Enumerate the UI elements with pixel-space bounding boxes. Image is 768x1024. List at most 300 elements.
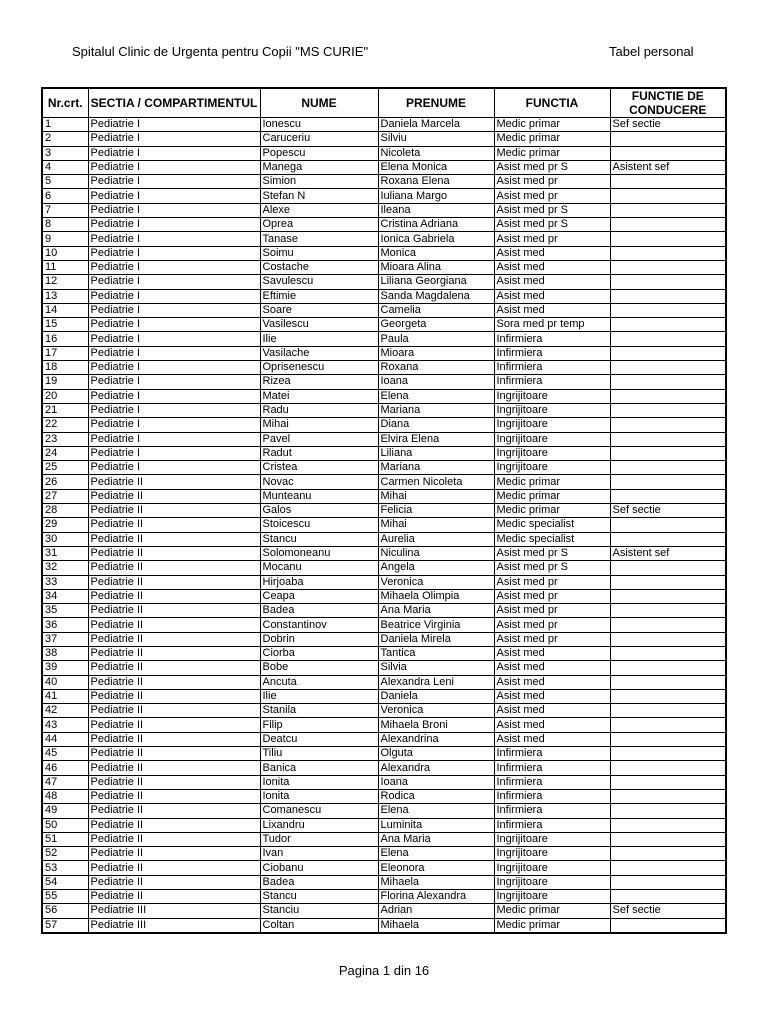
page-number: Pagina 1 din 16 [338,963,430,978]
cell-functie-conducere [610,275,726,289]
cell-functia: Asist med pr [494,618,610,632]
cell-nr: 24 [42,446,88,460]
table-row [42,918,726,933]
table-row [42,246,726,260]
cell-functia: Ingrijitoare [494,389,610,403]
cell-prenume: Elena [378,389,494,403]
table-row [42,475,726,489]
cell-functie-conducere [610,818,726,832]
cell-prenume: Ileana [378,203,494,217]
col-header-nr: Nr.crt. [42,88,88,118]
cell-functie-conducere [610,918,726,933]
cell-functie-conducere [610,389,726,403]
col-header-prenume: PRENUME [378,88,494,118]
cell-prenume: Ana Maria [378,832,494,846]
table-row [42,232,726,246]
cell-sectia: Pediatrie II [88,675,260,689]
table-row [42,375,726,389]
cell-functia: Asist med pr S [494,218,610,232]
cell-nr: 22 [42,418,88,432]
cell-prenume: Eleonora [378,861,494,875]
cell-functie-conducere [610,175,726,189]
table-row [42,132,726,146]
cell-sectia: Pediatrie II [88,561,260,575]
cell-sectia: Pediatrie I [88,446,260,460]
cell-prenume: Luminita [378,818,494,832]
cell-functie-conducere [610,618,726,632]
cell-sectia: Pediatrie II [88,589,260,603]
cell-functie-conducere: Sef sectie [610,118,726,132]
cell-nume: Tudor [260,832,378,846]
cell-sectia: Pediatrie II [88,761,260,775]
cell-functie-conducere [610,704,726,718]
cell-sectia: Pediatrie I [88,303,260,317]
cell-prenume: Elena [378,804,494,818]
cell-sectia: Pediatrie I [88,346,260,360]
cell-nr: 6 [42,189,88,203]
cell-functie-conducere [610,203,726,217]
cell-prenume: Mihaela [378,875,494,889]
cell-functie-conducere [610,189,726,203]
table-row [42,275,726,289]
cell-functia: Asist med [494,303,610,317]
cell-sectia: Pediatrie I [88,232,260,246]
cell-functie-conducere [610,475,726,489]
cell-sectia: Pediatrie I [88,175,260,189]
cell-nume: Caruceriu [260,132,378,146]
cell-prenume: Tantica [378,646,494,660]
cell-prenume: Alexandrina [378,732,494,746]
cell-nume: Tanase [260,232,378,246]
cell-nume: Ilie [260,332,378,346]
cell-prenume: Camelia [378,303,494,317]
cell-nume: Simion [260,175,378,189]
cell-nume: Vasilache [260,346,378,360]
cell-prenume: Mioara Alina [378,260,494,274]
cell-nr: 49 [42,804,88,818]
cell-functie-conducere [610,789,726,803]
table-row [42,747,726,761]
cell-prenume: Mariana [378,403,494,417]
cell-nr: 12 [42,275,88,289]
cell-sectia: Pediatrie I [88,275,260,289]
cell-nume: Soare [260,303,378,317]
cell-sectia: Pediatrie II [88,847,260,861]
cell-functia: Medic primar [494,918,610,933]
cell-nume: Bobe [260,661,378,675]
cell-sectia: Pediatrie II [88,818,260,832]
cell-nume: Pavel [260,432,378,446]
cell-functia: Infirmiera [494,775,610,789]
cell-nr: 56 [42,904,88,918]
table-row [42,875,726,889]
cell-sectia: Pediatrie I [88,361,260,375]
cell-prenume: Roxana [378,361,494,375]
cell-functie-conducere [610,489,726,503]
cell-functia: Asist med [494,646,610,660]
cell-sectia: Pediatrie II [88,604,260,618]
cell-sectia: Pediatrie I [88,389,260,403]
cell-nr: 2 [42,132,88,146]
cell-nume: Ceapa [260,589,378,603]
cell-nr: 20 [42,389,88,403]
cell-nume: Ionita [260,789,378,803]
cell-prenume: Liliana [378,446,494,460]
cell-sectia: Pediatrie I [88,260,260,274]
cell-functie-conducere [610,132,726,146]
cell-nr: 25 [42,461,88,475]
cell-functie-conducere [610,375,726,389]
cell-sectia: Pediatrie III [88,904,260,918]
cell-sectia: Pediatrie I [88,146,260,160]
cell-nr: 41 [42,689,88,703]
table-row [42,861,726,875]
cell-nr: 33 [42,575,88,589]
cell-prenume: Alexandra Leni [378,675,494,689]
cell-functia: Asist med [494,732,610,746]
cell-nr: 15 [42,318,88,332]
cell-functia: Medic primar [494,118,610,132]
cell-nr: 32 [42,561,88,575]
cell-functie-conducere [610,732,726,746]
cell-functia: Asist med pr [494,232,610,246]
cell-functia: Ingrijitoare [494,861,610,875]
hospital-name: Spitalul Clinic de Urgenta pentru Copii "MS CURIE" [72,44,369,59]
cell-prenume: Ioana [378,775,494,789]
cell-nr: 3 [42,146,88,160]
cell-nume: Coltan [260,918,378,933]
table-row [42,260,726,274]
cell-nume: Stancu [260,890,378,904]
cell-functie-conducere [610,289,726,303]
cell-nr: 7 [42,203,88,217]
cell-nr: 10 [42,246,88,260]
cell-nume: Rizea [260,375,378,389]
table-row [42,804,726,818]
cell-functia: Ingrijitoare [494,403,610,417]
cell-functia: Asist med [494,246,610,260]
cell-prenume: Elvira Elena [378,432,494,446]
cell-sectia: Pediatrie II [88,546,260,560]
cell-sectia: Pediatrie III [88,918,260,933]
cell-sectia: Pediatrie II [88,747,260,761]
cell-nr: 5 [42,175,88,189]
cell-sectia: Pediatrie I [88,318,260,332]
cell-prenume: Mihaela Olimpia [378,589,494,603]
cell-prenume: Roxana Elena [378,175,494,189]
cell-functie-conducere: Sef sectie [610,904,726,918]
cell-prenume: Liliana Georgiana [378,275,494,289]
cell-nr: 21 [42,403,88,417]
cell-sectia: Pediatrie II [88,618,260,632]
cell-sectia: Pediatrie II [88,575,260,589]
cell-nume: Soimu [260,246,378,260]
cell-functie-conducere [610,418,726,432]
cell-nume: Ancuta [260,675,378,689]
cell-functia: Asist med [494,661,610,675]
cell-sectia: Pediatrie II [88,504,260,518]
table-row [42,847,726,861]
cell-nr: 46 [42,761,88,775]
table-row [42,904,726,918]
cell-prenume: Felicia [378,504,494,518]
cell-nr: 57 [42,918,88,933]
table-row [42,118,726,132]
cell-functia: Asist med [494,718,610,732]
cell-nume: Hirjoaba [260,575,378,589]
cell-nr: 43 [42,718,88,732]
table-header-row [42,88,726,118]
cell-prenume: Nicoleta [378,146,494,160]
table-row [42,218,726,232]
table-row [42,389,726,403]
table-row [42,504,726,518]
table-row [42,532,726,546]
cell-functia: Infirmiera [494,332,610,346]
cell-functie-conducere [610,446,726,460]
cell-nume: Badea [260,875,378,889]
cell-functia: Asist med pr [494,632,610,646]
table-row [42,518,726,532]
cell-nume: Solomoneanu [260,546,378,560]
cell-functia: Ingrijitoare [494,847,610,861]
cell-functie-conducere [610,232,726,246]
cell-nume: Vasilescu [260,318,378,332]
cell-nume: Munteanu [260,489,378,503]
cell-prenume: Mariana [378,461,494,475]
cell-prenume: Mihaela [378,918,494,933]
cell-sectia: Pediatrie II [88,861,260,875]
cell-nr: 44 [42,732,88,746]
cell-prenume: Rodica [378,789,494,803]
cell-nume: Matei [260,389,378,403]
cell-prenume: Paula [378,332,494,346]
table-row [42,203,726,217]
cell-nume: Novac [260,475,378,489]
cell-functie-conducere [610,332,726,346]
cell-nr: 48 [42,789,88,803]
cell-sectia: Pediatrie II [88,789,260,803]
cell-sectia: Pediatrie I [88,218,260,232]
cell-functia: Asist med pr S [494,203,610,217]
table-row [42,575,726,589]
cell-sectia: Pediatrie I [88,461,260,475]
cell-functie-conducere [610,675,726,689]
cell-nr: 17 [42,346,88,360]
cell-functia: Asist med pr [494,189,610,203]
cell-functie-conducere [610,218,726,232]
cell-sectia: Pediatrie I [88,189,260,203]
cell-functia: Asist med [494,260,610,274]
cell-functia: Asist med [494,689,610,703]
cell-functie-conducere [610,775,726,789]
cell-nume: Stefan N [260,189,378,203]
cell-prenume: Beatrice Virginia [378,618,494,632]
cell-sectia: Pediatrie II [88,632,260,646]
cell-nume: Dobrin [260,632,378,646]
cell-functie-conducere [610,561,726,575]
cell-nr: 13 [42,289,88,303]
table-row [42,160,726,174]
table-row [42,732,726,746]
cell-nr: 40 [42,675,88,689]
table-row [42,604,726,618]
table-row [42,789,726,803]
table-row [42,546,726,560]
table-row [42,661,726,675]
cell-nr: 39 [42,661,88,675]
cell-prenume: Monica [378,246,494,260]
cell-functie-conducere [610,718,726,732]
cell-prenume: Daniela Mirela [378,632,494,646]
cell-functia: Ingrijitoare [494,446,610,460]
cell-prenume: Silviu [378,132,494,146]
cell-functia: Medic primar [494,146,610,160]
cell-prenume: Ioana [378,375,494,389]
cell-nr: 54 [42,875,88,889]
cell-functia: Asist med pr [494,175,610,189]
cell-functia: Infirmiera [494,804,610,818]
cell-prenume: Mihai [378,518,494,532]
table-row [42,403,726,417]
table-row [42,146,726,160]
table-row [42,718,726,732]
cell-sectia: Pediatrie II [88,875,260,889]
cell-functie-conducere [610,146,726,160]
cell-sectia: Pediatrie I [88,118,260,132]
cell-sectia: Pediatrie I [88,160,260,174]
cell-functie-conducere [610,260,726,274]
col-header-functie-conducere: FUNCTIE DE CONDUCERE [610,88,726,118]
cell-functia: Asist med pr [494,575,610,589]
cell-prenume: Carmen Nicoleta [378,475,494,489]
cell-prenume: Veronica [378,704,494,718]
cell-nume: Oprisenescu [260,361,378,375]
cell-sectia: Pediatrie II [88,689,260,703]
cell-prenume: Cristina Adriana [378,218,494,232]
cell-nr: 28 [42,504,88,518]
cell-functia: Asist med pr [494,589,610,603]
cell-functie-conducere: Sef sectie [610,504,726,518]
cell-functia: Ingrijitoare [494,461,610,475]
cell-nume: Comanescu [260,804,378,818]
table-row [42,289,726,303]
document-title: Tabel personal [609,44,694,59]
cell-functie-conducere [610,403,726,417]
cell-nume: Ionita [260,775,378,789]
cell-nr: 11 [42,260,88,274]
cell-nr: 37 [42,632,88,646]
table-row [42,675,726,689]
cell-functie-conducere [610,661,726,675]
cell-nr: 16 [42,332,88,346]
table-row [42,332,726,346]
table-row [42,303,726,317]
table-row [42,589,726,603]
cell-nume: Constantinov [260,618,378,632]
cell-sectia: Pediatrie I [88,203,260,217]
cell-nr: 55 [42,890,88,904]
cell-nume: Cristea [260,461,378,475]
cell-functia: Medic primar [494,132,610,146]
cell-prenume: Ana Maria [378,604,494,618]
cell-sectia: Pediatrie II [88,489,260,503]
cell-nume: Stanila [260,704,378,718]
cell-functie-conducere [610,318,726,332]
cell-prenume: Mihaela Broni [378,718,494,732]
cell-functia: Infirmiera [494,346,610,360]
cell-nr: 26 [42,475,88,489]
cell-functia: Ingrijitoare [494,418,610,432]
cell-functie-conducere [610,890,726,904]
cell-functie-conducere [610,532,726,546]
cell-sectia: Pediatrie II [88,890,260,904]
cell-functie-conducere [610,875,726,889]
cell-nume: Mihai [260,418,378,432]
cell-nr: 30 [42,532,88,546]
cell-functie-conducere: Asistent sef [610,160,726,174]
cell-nr: 4 [42,160,88,174]
cell-prenume: Veronica [378,575,494,589]
cell-functia: Ingrijitoare [494,875,610,889]
cell-nr: 31 [42,546,88,560]
cell-prenume: Adrian [378,904,494,918]
cell-functie-conducere [610,303,726,317]
cell-sectia: Pediatrie II [88,646,260,660]
cell-nr: 8 [42,218,88,232]
cell-functia: Sora med pr temp [494,318,610,332]
cell-functia: Asist med [494,275,610,289]
cell-nume: Stanciu [260,904,378,918]
cell-nume: Lixandru [260,818,378,832]
cell-functie-conducere [610,346,726,360]
cell-functie-conducere [610,632,726,646]
cell-functia: Medic specialist [494,518,610,532]
cell-nume: Eftimie [260,289,378,303]
cell-functie-conducere [610,761,726,775]
cell-sectia: Pediatrie I [88,332,260,346]
table-row [42,890,726,904]
cell-nr: 18 [42,361,88,375]
cell-nume: Badea [260,604,378,618]
cell-functie-conducere [610,747,726,761]
cell-nume: Deatcu [260,732,378,746]
cell-prenume: Daniela Marcela [378,118,494,132]
cell-nr: 52 [42,847,88,861]
cell-functia: Infirmiera [494,361,610,375]
personnel-table [41,87,727,934]
cell-prenume: Florina Alexandra [378,890,494,904]
cell-functie-conducere: Asistent sef [610,546,726,560]
cell-nr: 29 [42,518,88,532]
table-row [42,446,726,460]
cell-prenume: Aurelia [378,532,494,546]
cell-nume: Radu [260,403,378,417]
table-row [42,761,726,775]
cell-functia: Ingrijitoare [494,432,610,446]
cell-nume: Ciorba [260,646,378,660]
cell-functia: Asist med [494,704,610,718]
cell-nume: Ionescu [260,118,378,132]
cell-prenume: Olguta [378,747,494,761]
cell-prenume: Angela [378,561,494,575]
cell-sectia: Pediatrie I [88,132,260,146]
cell-functie-conducere [610,604,726,618]
cell-nume: Oprea [260,218,378,232]
table-row [42,418,726,432]
cell-prenume: Daniela [378,689,494,703]
cell-functie-conducere [610,847,726,861]
